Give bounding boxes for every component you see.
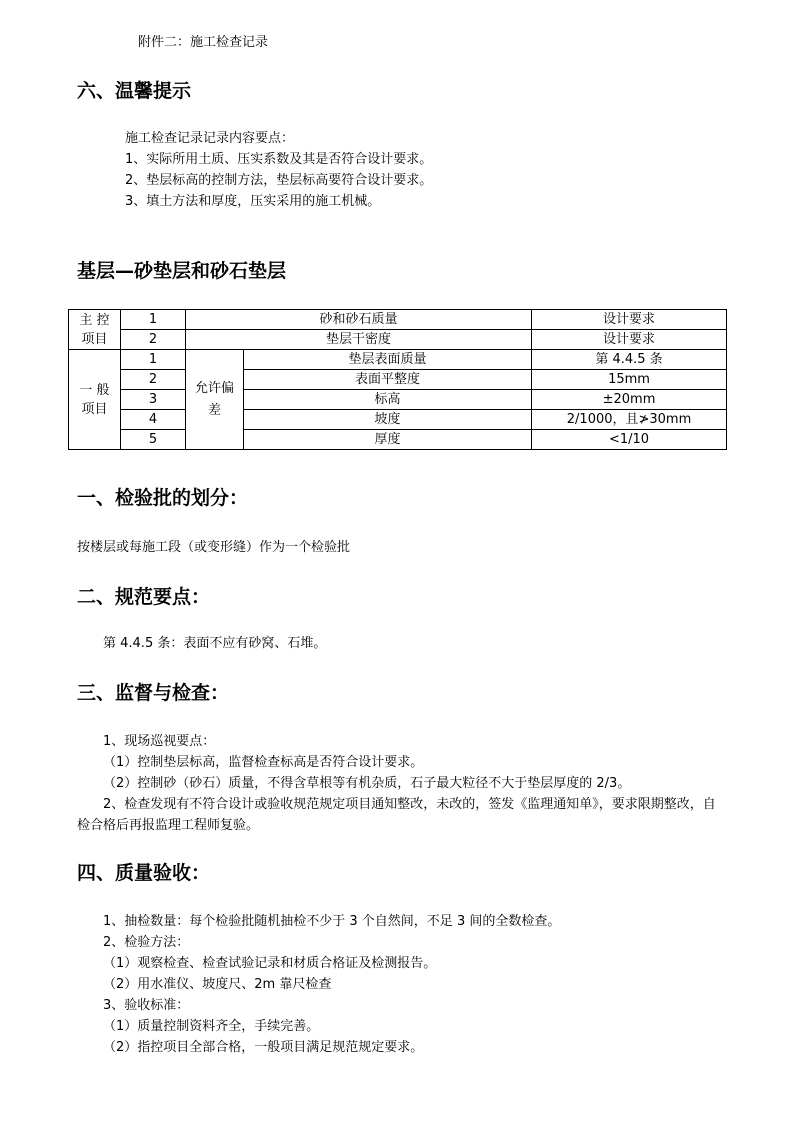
group-main-control: 主 控 项目 [69,310,121,350]
item-name: 标高 [244,390,532,410]
row-number: 4 [121,410,186,430]
spec-point-text: 第 4.4.5 条：表面不应有砂窝、石堆。 [103,636,327,651]
tips-item-1: 1、实际所用土质、压实系数及其是否符合设计要求。 [125,152,433,167]
row-number: 2 [121,330,186,350]
row-number: 2 [121,370,186,390]
item-name: 垫层表面质量 [244,350,532,370]
table-row [69,330,727,350]
tips-item-3: 3、填土方法和厚度，压实采用的施工机械。 [125,194,381,209]
attachment-title: 附件二：施工检查记录 [138,35,269,50]
item-name: 表面平整度 [244,370,532,390]
acceptance-line: （2）用水准仪、坡度尺、2m 靠尺检查 [103,977,332,992]
section-heading-acceptance: 四、质量验收： [77,862,211,884]
item-requirement: 第 4.4.5 条 [532,350,727,370]
table-row [69,390,727,410]
acceptance-line: （2）指控项目全部合格，一般项目满足规范规定要求。 [103,1040,424,1055]
row-number: 1 [121,310,186,330]
acceptance-line: （1）质量控制资料齐全，手续完善。 [103,1019,320,1034]
item-name: 垫层干密度 [186,330,532,350]
supervision-paragraph: 2、检查发现有不符合设计或验收规范规定项目通知整改，未改的，签发《监理通知单》，要求限期整改，自检合格后再报监理工程师复验。 [77,797,716,833]
supervision-line-1: 1、现场巡视要点： [103,734,216,749]
row-number: 3 [121,390,186,410]
item-requirement: 设计要求 [532,310,727,330]
item-requirement: 15mm [532,370,727,390]
section-heading-spec-points: 二、规范要点： [77,586,211,608]
table-row [69,370,727,390]
supervision-line-2: （1）控制垫层标高，监督检查标高是否符合设计要求。 [103,755,424,770]
table-row [69,350,727,370]
item-requirement: ±20mm [532,390,727,410]
table-row [69,310,727,330]
section-heading-tips: 六、温馨提示 [77,80,192,102]
row-number: 1 [121,350,186,370]
tips-intro: 施工检查记录记录内容要点： [125,131,295,146]
item-name: 坡度 [244,410,532,430]
item-name: 砂和砂石质量 [186,310,532,330]
acceptance-line: 1、抽检数量：每个检验批随机抽检不少于 3 个自然间，不足 3 间的全数检查。 [103,914,561,929]
item-name: 厚度 [244,430,532,450]
tolerance-label: 允许偏 差 [186,350,244,450]
item-requirement: 2/1000，且≯30mm [532,410,727,430]
item-requirement: <1/10 [532,430,727,450]
acceptance-line: （1）观察检查、检查试验记录和材质合格证及检测报告。 [103,956,437,971]
item-requirement: 设计要求 [532,330,727,350]
section-heading-batch: 一、检验批的划分： [77,487,249,509]
acceptance-line: 3、验收标准： [103,998,190,1013]
row-number: 5 [121,430,186,450]
tips-item-2: 2、垫层标高的控制方法，垫层标高要符合设计要求。 [125,173,433,188]
supervision-line-3: （2）控制砂（砂石）质量，不得含草根等有机杂质，石子最大粒径不大于垫层厚度的 2/3。 [103,776,631,791]
batch-text: 按楼层或每施工段（或变形缝）作为一个检验批 [77,540,351,555]
group-general: 一 般 项目 [69,350,121,450]
table-row [69,430,727,450]
spec-table [68,309,727,450]
document-title: 基层—砂垫层和砂石垫层 [77,260,287,282]
section-heading-supervision: 三、监督与检查： [77,682,230,704]
acceptance-line: 2、检验方法： [103,935,190,950]
table-row [69,410,727,430]
